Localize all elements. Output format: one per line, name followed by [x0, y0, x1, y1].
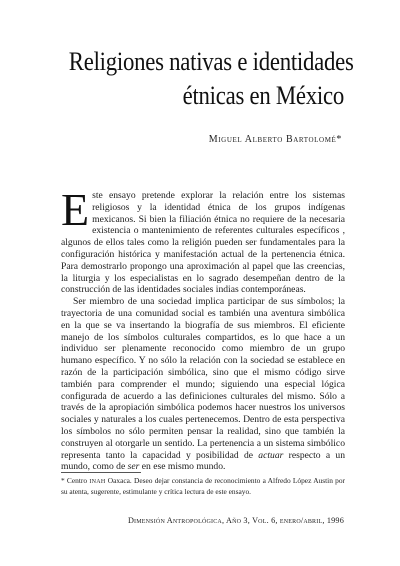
article-body — [61, 184, 345, 473]
body-paragraph-1 — [61, 184, 345, 296]
paragraph-2-text-c: en ese mismo mundo. — [139, 461, 226, 473]
paragraph-2-text-b: respecto a un mundo, como de — [61, 449, 345, 473]
paragraph-1-text: ste ensayo pretende explorar la relación entre los sistemas religiosos y la identidad étnica de los grupos indígenas mexicanos. Si bien la filiación étnica no requiere de la necesaria existencia o mantenimiento de referentes culturales específicos , algunos de ellos tales como la religión pueden ser fundamentales para la configuración histórica y manifestación actual de la pertenencia étnica. Para demostrarlo propongo una aproximación al papel que las creencias, la liturgia y los especialistas en lo sagrado desempeñan dentro de la construcción de las identidades sociales indias contemporáneas. — [61, 190, 345, 296]
footnote-text: Oaxaca. Deseo dejar constancia de reconocimiento a Alfredo López Austin por su atenta, sugerente, estimulante y crítica lectura de este ensayo. — [61, 476, 345, 497]
emphasis-actuar: actuar — [258, 449, 284, 461]
drop-cap: E — [61, 184, 90, 235]
author-name: Miguel Alberto Bartolomé* — [208, 134, 342, 145]
article-title-line-1: Religiones nativas e identidades — [68, 46, 354, 76]
footnote-marker: * Centro — [61, 476, 88, 485]
body-paragraph-2 — [61, 296, 345, 473]
footnote-inah: INAH — [89, 479, 106, 485]
emphasis-ser: ser — [127, 461, 140, 473]
journal-footer: Dimensión Antropológica, Año 3, Vol. 6, enero/abril, 1996 — [127, 516, 344, 525]
footnote — [61, 476, 345, 497]
footnote-divider — [61, 472, 141, 473]
article-title — [68, 44, 354, 112]
article-title-line-2: étnicas en México — [182, 80, 344, 110]
paragraph-2-text-a: Ser miembro de una sociedad implica participar de sus símbolos; la trayectoria de una comunidad social es también una aventura simbólica en la que se va insertando la biografía de sus miembros. El eficiente manejo de los símbolos culturales compartidos, es lo que hace a un individuo ser plenamente reconocido como miembro de un grupo humano específico. Y no sólo la relación con la sociedad se establece en razón de la participación simbólica, sino que el mismo código sirve también para comprender el mundo; siguiendo una especial lógica configurada de acuerdo a las definiciones culturales del mismo. Sólo a través de la apropiación simbólica podemos hacer nuestros los universos sociales y naturales a los cuales pertenecemos. Dentro de esta perspectiva los símbolos no sólo permiten pensar la realidad, sino que también la construyen al otorgarle un sentido. La pertenencia a un sistema simbólico representa tanto la capacidad y posibilidad de — [61, 296, 345, 461]
